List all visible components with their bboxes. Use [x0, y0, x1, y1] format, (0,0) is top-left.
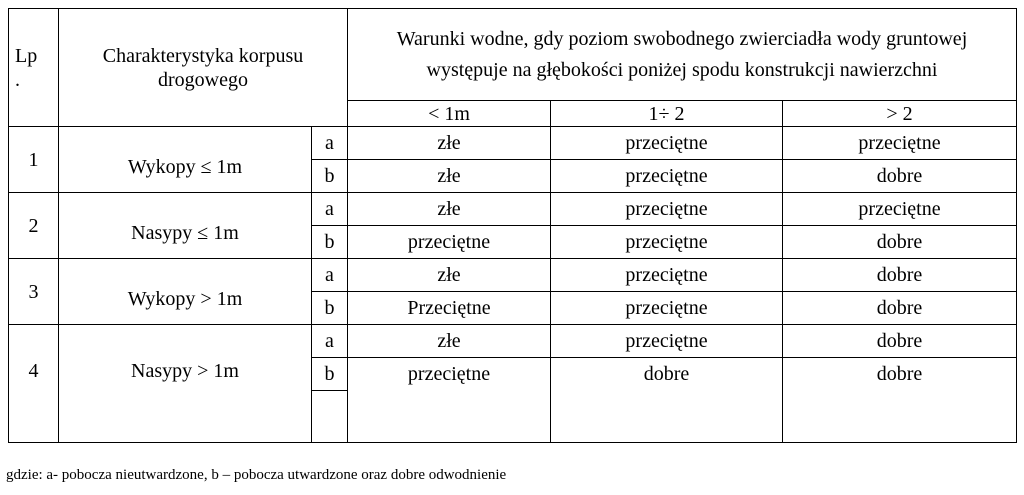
row-1-b-val-0: złe [348, 160, 551, 193]
row-4-b-val-1: dobre [551, 358, 783, 443]
row-4-a-val-1: przeciętne [551, 325, 783, 358]
row-1-lp: 1 [9, 127, 59, 193]
row-1-b-val-2: dobre [783, 160, 1017, 193]
header-water-conditions: Warunki wodne, gdy poziom swobodnego zwierciadła wody gruntowej występuje na głębokości poniżej spodu konstrukcji nawierzchni [348, 9, 1017, 101]
water-conditions-table [8, 8, 1017, 443]
row-2-b-val-1: przeciętne [551, 226, 783, 259]
row-1-name: Wykopy ≤ 1m [59, 127, 312, 193]
row-1-a-val-0: złe [348, 127, 551, 160]
row-4-a-val-2: dobre [783, 325, 1017, 358]
row-2-name: Nasypy ≤ 1m [59, 193, 312, 259]
row-1-a-val-1: przeciętne [551, 127, 783, 160]
header-col-1-2: 1÷ 2 [551, 101, 783, 127]
row-1-a-label: a [312, 127, 348, 160]
footnote: gdzie: a- pobocza nieutwardzone, b – pobocza utwardzone oraz dobre odwodnienie [6, 467, 507, 483]
row-2-a-val-1: przeciętne [551, 193, 783, 226]
header-col-gt2: > 2 [783, 101, 1017, 127]
row-1-b-val-1: przeciętne [551, 160, 783, 193]
header-characteristic: Charakterystyka korpusu drogowego [59, 9, 348, 127]
row-3-a-val-1: przeciętne [551, 259, 783, 292]
row-4-b-val-0: przeciętne [348, 358, 551, 443]
row-2-lp: 2 [9, 193, 59, 259]
row-4-a-val-0: złe [348, 325, 551, 358]
header-lp: Lp . [9, 9, 59, 127]
row-3-b-val-1: przeciętne [551, 292, 783, 325]
row-3-a-val-2: dobre [783, 259, 1017, 292]
header-col-lt1: < 1m [348, 101, 551, 127]
row-3-b-label: b [312, 292, 348, 325]
row-4-a-label: a [312, 325, 348, 358]
row-3-b-val-0: Przeciętne [348, 292, 551, 325]
row-3-b-val-2: dobre [783, 292, 1017, 325]
row-4-b-label: b [312, 358, 348, 391]
row-2-a-label: a [312, 193, 348, 226]
row-3-a-val-0: złe [348, 259, 551, 292]
row-2-a-val-0: złe [348, 193, 551, 226]
row-2-b-val-2: dobre [783, 226, 1017, 259]
row-3-name: Wykopy > 1m [59, 259, 312, 325]
row-2-b-label: b [312, 226, 348, 259]
row-2-b-val-0: przeciętne [348, 226, 551, 259]
row-3-a-label: a [312, 259, 348, 292]
row-1-a-val-2: przeciętne [783, 127, 1017, 160]
row-1-b-label: b [312, 160, 348, 193]
row-4-empty-label-cell [312, 391, 348, 443]
row-2-a-val-2: przeciętne [783, 193, 1017, 226]
row-4-b-val-2: dobre [783, 358, 1017, 443]
row-4-name: Nasypy > 1m [59, 325, 312, 443]
row-4-lp: 4 [9, 325, 59, 443]
row-3-lp: 3 [9, 259, 59, 325]
